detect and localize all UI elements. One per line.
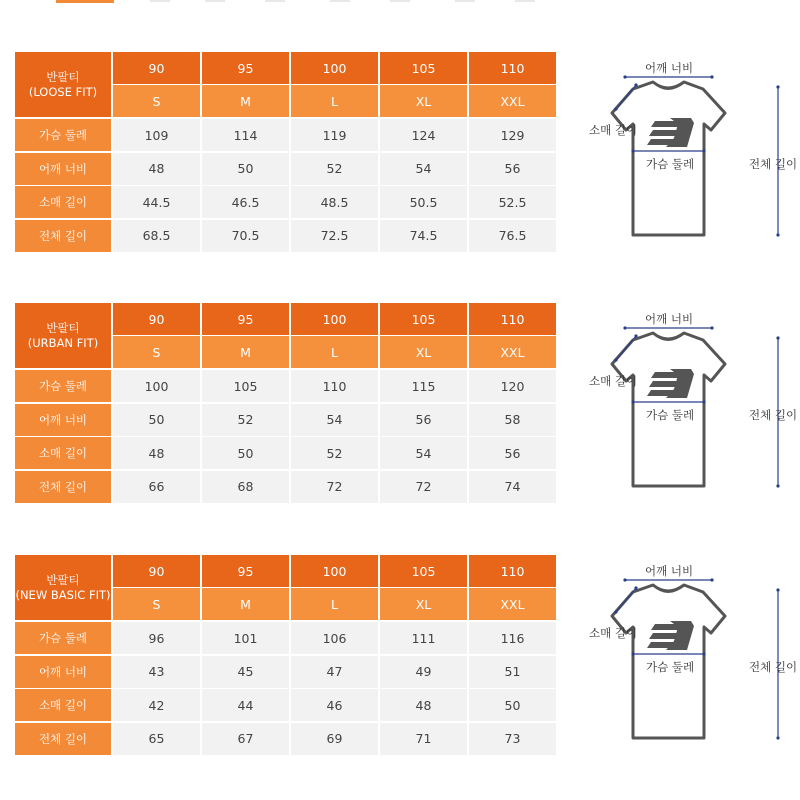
size-letter-header: S bbox=[113, 85, 200, 117]
table-row bbox=[15, 186, 555, 219]
size-number-header: 95 bbox=[202, 303, 289, 335]
measurement-value: 42 bbox=[113, 689, 200, 721]
measurement-label: 가슴 둘레 bbox=[15, 370, 111, 402]
table-row bbox=[15, 153, 555, 186]
measurement-value: 54 bbox=[291, 404, 378, 436]
tshirt-measure-diagram bbox=[575, 303, 800, 503]
measurement-value: 43 bbox=[113, 656, 200, 688]
measurement-value: 44 bbox=[202, 689, 289, 721]
fit-name: (NEW BASIC FIT) bbox=[15, 587, 111, 602]
size-letter-header: L bbox=[291, 336, 378, 368]
measurement-label: 소매 길이 bbox=[15, 437, 111, 469]
size-number-header: 100 bbox=[291, 555, 378, 587]
measurement-label: 어깨 너비 bbox=[15, 153, 111, 185]
fit-name: (URBAN FIT) bbox=[27, 335, 99, 350]
size-number-header: 105 bbox=[380, 52, 467, 84]
size-number-header: 95 bbox=[202, 52, 289, 84]
total-length-label: 전체 길이 bbox=[749, 660, 798, 674]
top-tab-strip bbox=[0, 0, 800, 6]
measurement-label: 소매 길이 bbox=[15, 186, 111, 218]
total-length-label: 전체 길이 bbox=[749, 408, 798, 422]
shoulder-width-label: 어깨 너비 bbox=[645, 312, 694, 326]
measurement-value: 50 bbox=[113, 404, 200, 436]
measurement-value: 45 bbox=[202, 656, 289, 688]
measurement-value: 120 bbox=[469, 370, 556, 402]
size-letter-header-row bbox=[15, 588, 555, 621]
size-number-header-row bbox=[15, 52, 555, 85]
tshirt-illustration bbox=[575, 303, 800, 503]
measurement-value: 56 bbox=[469, 153, 556, 185]
measurement-value: 67 bbox=[202, 723, 289, 755]
size-letter-header: XXL bbox=[469, 588, 556, 620]
measurement-value: 46.5 bbox=[202, 186, 289, 218]
size-letter-header: S bbox=[113, 588, 200, 620]
fit-name: (LOOSE FIT) bbox=[28, 84, 98, 99]
measurement-value: 109 bbox=[113, 119, 200, 151]
product-title: 반팔티 bbox=[46, 320, 80, 335]
size-letter-header: XL bbox=[380, 85, 467, 117]
measurement-value: 72 bbox=[291, 471, 378, 503]
measurement-value: 56 bbox=[469, 437, 556, 469]
table-row bbox=[15, 471, 555, 504]
measurement-value: 52 bbox=[202, 404, 289, 436]
sleeve-length-label: 소매 길이 bbox=[589, 123, 638, 137]
table-row bbox=[15, 689, 555, 722]
size-number-header-row bbox=[15, 555, 555, 588]
measurement-value: 49 bbox=[380, 656, 467, 688]
table-row bbox=[15, 404, 555, 437]
measurement-value: 54 bbox=[380, 153, 467, 185]
measurement-value: 56 bbox=[380, 404, 467, 436]
measurement-value: 47 bbox=[291, 656, 378, 688]
tab-indicator[interactable] bbox=[515, 0, 535, 2]
product-title: 반팔티 bbox=[46, 69, 80, 84]
table-row bbox=[15, 656, 555, 689]
size-letter-header: XXL bbox=[469, 336, 556, 368]
measurement-value: 50.5 bbox=[380, 186, 467, 218]
sleeve-length-label: 소매 길이 bbox=[589, 374, 638, 388]
size-letter-header: XL bbox=[380, 336, 467, 368]
total-length-label: 전체 길이 bbox=[749, 157, 798, 171]
measurement-label: 소매 길이 bbox=[15, 689, 111, 721]
size-letter-header: L bbox=[291, 588, 378, 620]
table-row bbox=[15, 723, 555, 756]
measurement-value: 48 bbox=[380, 689, 467, 721]
table-row bbox=[15, 119, 555, 152]
measurement-value: 74 bbox=[469, 471, 556, 503]
measurement-value: 48 bbox=[113, 153, 200, 185]
size-number-header: 90 bbox=[113, 303, 200, 335]
measurement-value: 51 bbox=[469, 656, 556, 688]
table-row bbox=[15, 220, 555, 253]
measurement-value: 100 bbox=[113, 370, 200, 402]
measurement-value: 76.5 bbox=[469, 220, 556, 252]
size-number-header: 110 bbox=[469, 303, 556, 335]
table-row bbox=[15, 622, 555, 655]
measurement-label: 가슴 둘레 bbox=[15, 622, 111, 654]
measurement-value: 72.5 bbox=[291, 220, 378, 252]
measurement-value: 58 bbox=[469, 404, 556, 436]
chest-width-label: 가슴 둘레 bbox=[646, 660, 695, 674]
measurement-value: 114 bbox=[202, 119, 289, 151]
measurement-value: 96 bbox=[113, 622, 200, 654]
tab-indicator[interactable] bbox=[390, 0, 410, 2]
measurement-value: 52 bbox=[291, 153, 378, 185]
size-number-header: 100 bbox=[291, 52, 378, 84]
measurement-value: 73 bbox=[469, 723, 556, 755]
tab-indicator[interactable] bbox=[150, 0, 170, 2]
size-chart-section bbox=[15, 555, 800, 757]
measurement-value: 65 bbox=[113, 723, 200, 755]
size-number-header: 105 bbox=[380, 555, 467, 587]
measurement-value: 54 bbox=[380, 437, 467, 469]
measurement-value: 44.5 bbox=[113, 186, 200, 218]
measurement-value: 72 bbox=[380, 471, 467, 503]
size-letter-header: XXL bbox=[469, 85, 556, 117]
measurement-value: 50 bbox=[202, 437, 289, 469]
measurement-value: 70.5 bbox=[202, 220, 289, 252]
measurement-value: 50 bbox=[202, 153, 289, 185]
size-letter-header: M bbox=[202, 336, 289, 368]
measurement-value: 74.5 bbox=[380, 220, 467, 252]
size-letter-header: S bbox=[113, 336, 200, 368]
size-number-header: 95 bbox=[202, 555, 289, 587]
measurement-label: 가슴 둘레 bbox=[15, 119, 111, 151]
tab-indicator[interactable] bbox=[265, 0, 285, 2]
measurement-value: 52.5 bbox=[469, 186, 556, 218]
measurement-value: 119 bbox=[291, 119, 378, 151]
measurement-value: 105 bbox=[202, 370, 289, 402]
size-number-header-row bbox=[15, 303, 555, 336]
measurement-label: 어깨 너비 bbox=[15, 656, 111, 688]
measurement-value: 110 bbox=[291, 370, 378, 402]
measurement-value: 101 bbox=[202, 622, 289, 654]
size-letter-header-row bbox=[15, 336, 555, 369]
measurement-value: 66 bbox=[113, 471, 200, 503]
chest-width-label: 가슴 둘레 bbox=[646, 157, 695, 171]
measurement-value: 48.5 bbox=[291, 186, 378, 218]
measurement-value: 111 bbox=[380, 622, 467, 654]
size-letter-header: M bbox=[202, 588, 289, 620]
measurement-value: 46 bbox=[291, 689, 378, 721]
measurement-value: 106 bbox=[291, 622, 378, 654]
sleeve-length-label: 소매 길이 bbox=[589, 626, 638, 640]
measurement-value: 71 bbox=[380, 723, 467, 755]
shoulder-width-label: 어깨 너비 bbox=[645, 61, 694, 75]
measurement-value: 50 bbox=[469, 689, 556, 721]
measurement-value: 129 bbox=[469, 119, 556, 151]
measurement-value: 124 bbox=[380, 119, 467, 151]
measurement-value: 68 bbox=[202, 471, 289, 503]
size-letter-header: M bbox=[202, 85, 289, 117]
size-chart-section bbox=[15, 52, 800, 254]
table-row bbox=[15, 370, 555, 403]
measurement-label: 어깨 너비 bbox=[15, 404, 111, 436]
measurement-label: 전체 길이 bbox=[15, 723, 111, 755]
chest-width-label: 가슴 둘레 bbox=[646, 408, 695, 422]
measurement-label: 전체 길이 bbox=[15, 471, 111, 503]
tshirt-measure-diagram bbox=[575, 52, 800, 252]
tshirt-measure-diagram bbox=[575, 555, 800, 755]
measurement-value: 69 bbox=[291, 723, 378, 755]
size-number-header: 110 bbox=[469, 52, 556, 84]
tab-indicator[interactable] bbox=[455, 0, 475, 2]
size-number-header: 90 bbox=[113, 52, 200, 84]
tshirt-illustration bbox=[575, 555, 800, 755]
table-row bbox=[15, 437, 555, 470]
measurement-value: 116 bbox=[469, 622, 556, 654]
tab-indicator[interactable] bbox=[330, 0, 350, 2]
measurement-label: 전체 길이 bbox=[15, 220, 111, 252]
measurement-value: 115 bbox=[380, 370, 467, 402]
size-number-header: 100 bbox=[291, 303, 378, 335]
size-letter-header: L bbox=[291, 85, 378, 117]
size-number-header: 110 bbox=[469, 555, 556, 587]
tshirt-illustration bbox=[575, 52, 800, 252]
shoulder-width-label: 어깨 너비 bbox=[645, 564, 694, 578]
product-title: 반팔티 bbox=[46, 572, 80, 587]
tab-indicator-active[interactable] bbox=[56, 0, 114, 3]
size-letter-header: XL bbox=[380, 588, 467, 620]
size-number-header: 90 bbox=[113, 555, 200, 587]
measurement-value: 48 bbox=[113, 437, 200, 469]
size-letter-header-row bbox=[15, 85, 555, 118]
size-number-header: 105 bbox=[380, 303, 467, 335]
measurement-value: 68.5 bbox=[113, 220, 200, 252]
size-chart-section bbox=[15, 303, 800, 505]
tab-indicator[interactable] bbox=[205, 0, 225, 2]
measurement-value: 52 bbox=[291, 437, 378, 469]
